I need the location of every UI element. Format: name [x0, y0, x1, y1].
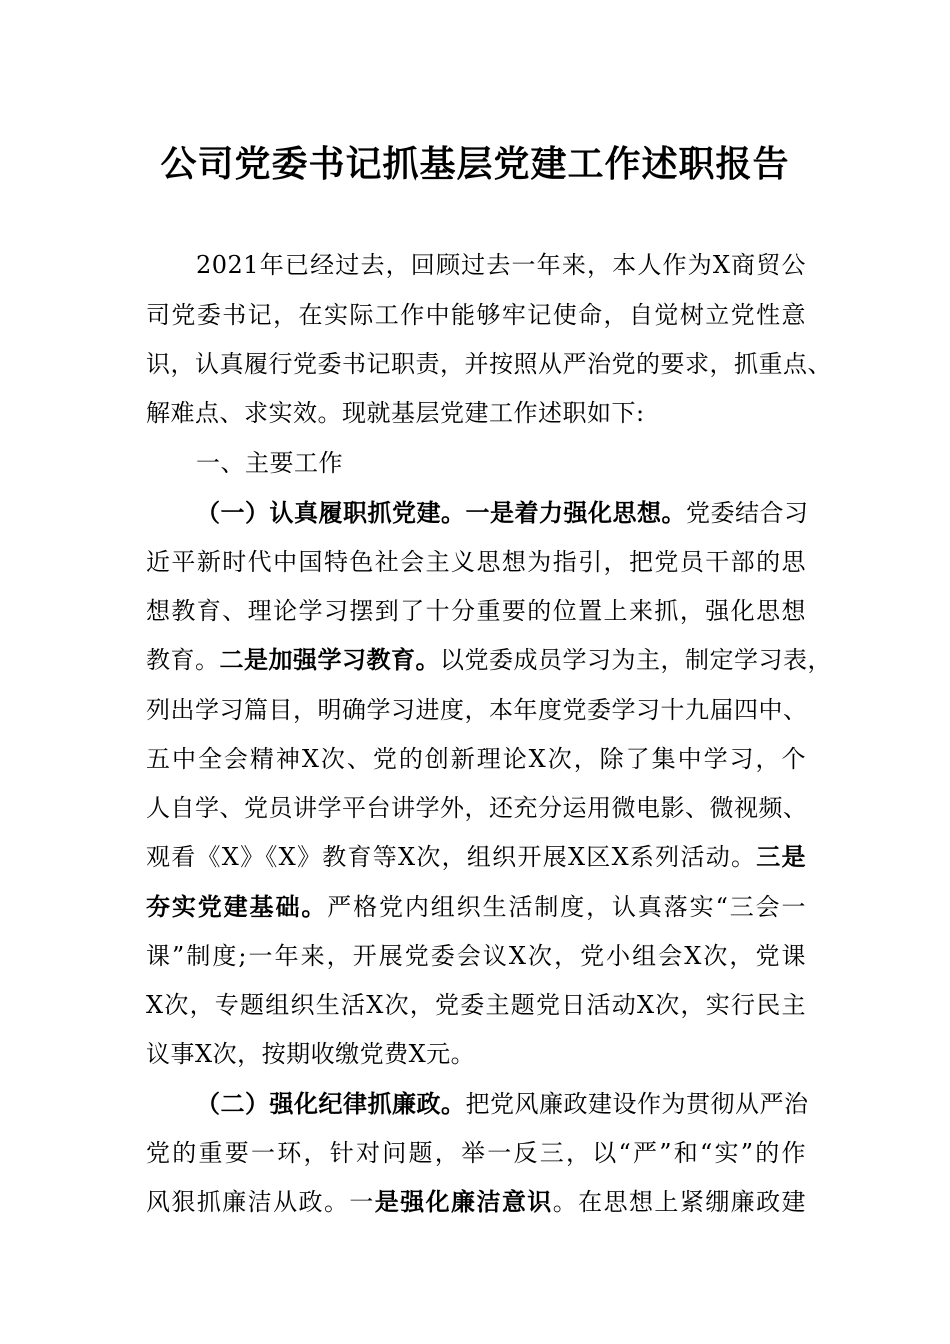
- subsection-heading: （一）认真履职抓党建。一是着力强化思想。: [196, 498, 686, 527]
- paragraph-line: 想教育、理论学习摆到了十分重要的位置上来抓，强化思想: [146, 597, 806, 625]
- text-run: 把党风廉政建设作为贯彻从严治: [465, 1090, 809, 1118]
- bold-phrase: 二是加强学习教育。: [219, 645, 440, 674]
- paragraph-line: X次，专题组织生活X次，党委主题党日活动X次，实行民主: [146, 991, 806, 1019]
- paragraph-line: 解难点、求实效。现就基层党建工作述职如下:: [146, 399, 645, 427]
- paragraph-line: 议事X次，按期收缴党费X元。: [146, 1040, 476, 1068]
- paragraph-line: 课”制度;一年来，开展党委会议X次，党小组会X次，党课: [146, 942, 806, 970]
- paragraph-line: [146, 840, 806, 874]
- paragraph-line: 2021年已经过去，回顾过去一年来，本人作为X商贸公: [196, 251, 806, 279]
- bold-phrase: 三是: [756, 842, 806, 871]
- text-run: 以党委成员学习为主，制定学习表，: [440, 646, 832, 674]
- paragraph-line: 近平新时代中国特色社会主义思想为指引，把党员干部的思: [146, 548, 806, 576]
- text-run: 风狠抓廉洁从政。一: [146, 1188, 375, 1216]
- bold-phrase: 是强化廉洁意识: [374, 1187, 553, 1216]
- paragraph-line: [146, 890, 806, 924]
- text-run: 。在思想上紧绷廉政建: [552, 1188, 807, 1216]
- bold-phrase: 夯实党建基础。: [146, 892, 328, 921]
- paragraph-line: 人自学、党员讲学平台讲学外，还充分运用微电影、微视频、: [146, 794, 808, 822]
- text-run: 党委结合习: [686, 499, 809, 527]
- paragraph-line: [146, 1185, 806, 1219]
- paragraph-line: [196, 1087, 809, 1121]
- paragraph-line: 五中全会精神X次、党的创新理论X次，除了集中学习，个: [146, 745, 806, 773]
- paragraph-line: 识，认真履行党委书记职责，并按照从严治党的要求，抓重点、: [146, 350, 832, 378]
- paragraph-line: 党的重要一环，针对问题，举一反三，以“严”和“实”的作: [146, 1139, 806, 1167]
- paragraph-line: [196, 496, 809, 530]
- document-title: 公司党委书记抓基层党建工作述职报告: [160, 143, 790, 185]
- paragraph-line: 列出学习篇目，明确学习进度，本年度党委学习十九届四中、: [146, 696, 808, 724]
- section-heading: 一、主要工作: [196, 449, 343, 477]
- text-run: 严格党内组织生活制度，认真落实“三会一: [327, 893, 807, 921]
- text-run: 观看《X》《X》教育等X次，组织开展X区X系列活动。: [146, 843, 757, 871]
- subsection-heading: （二）强化纪律抓廉政。: [196, 1089, 466, 1118]
- text-run: 教育。: [146, 646, 220, 674]
- paragraph-line: [146, 643, 832, 677]
- paragraph-line: 司党委书记，在实际工作中能够牢记使命，自觉树立党性意: [146, 301, 806, 329]
